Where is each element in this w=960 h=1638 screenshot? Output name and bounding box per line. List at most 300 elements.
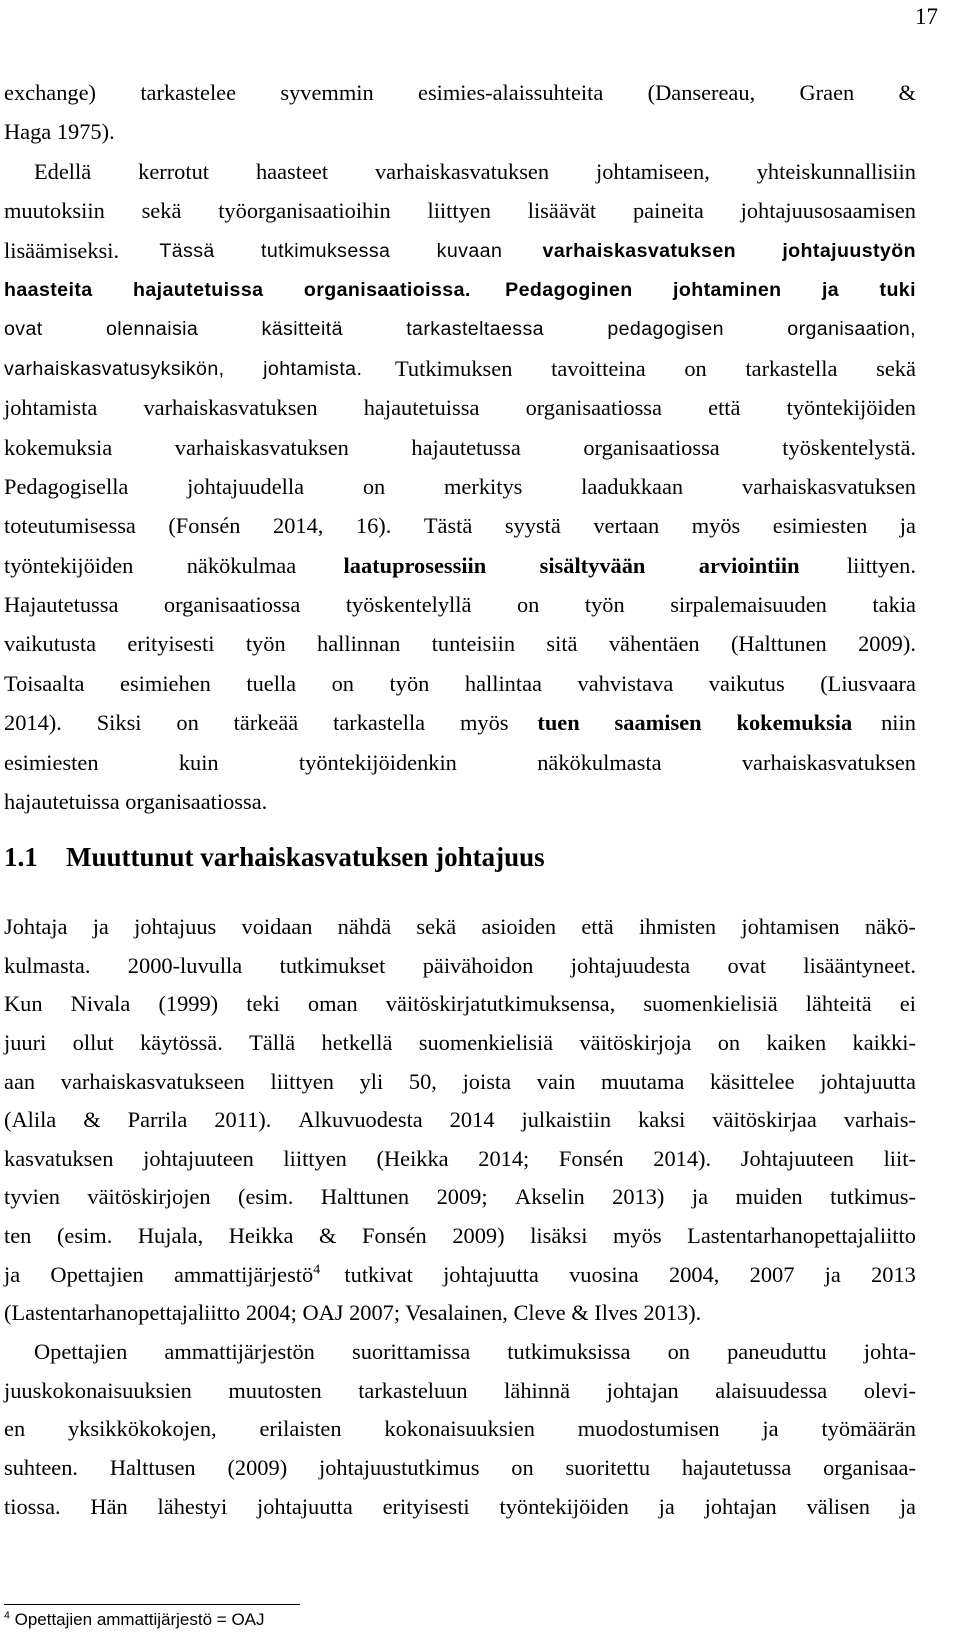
text-line xyxy=(4,1182,916,1221)
footnote-reference: 4 xyxy=(313,1262,321,1278)
word: että xyxy=(708,395,741,421)
word: ja xyxy=(899,513,916,539)
text-line xyxy=(4,951,916,990)
word: exchange) xyxy=(4,80,96,105)
word: suoritettu xyxy=(565,1454,651,1480)
word: (1999) xyxy=(158,991,219,1017)
word: tarkasteluun xyxy=(358,1377,468,1403)
word: esimiehen xyxy=(120,670,211,696)
word: lisäävät xyxy=(527,198,597,224)
text-line xyxy=(4,1337,916,1376)
word: haasteita xyxy=(4,278,93,301)
word: Opettajien xyxy=(34,1339,128,1365)
word: (Halttunen xyxy=(730,631,827,657)
word: muiden xyxy=(735,1184,803,1210)
word: (esim. xyxy=(238,1184,294,1210)
word: sirpalemaisuuden xyxy=(670,592,827,618)
word: sekä xyxy=(416,914,457,939)
word: työn xyxy=(584,592,625,618)
word: Tässä xyxy=(159,239,215,262)
word: organisaatiossa xyxy=(583,434,720,460)
text-line xyxy=(4,1298,916,1337)
word: ihmisten xyxy=(638,914,717,939)
word: näkö- xyxy=(864,914,916,939)
word: tutkivat xyxy=(344,1261,413,1287)
word: väitöskirjoja xyxy=(579,1029,692,1055)
word: saamisen xyxy=(614,710,702,736)
word: hajautetussa xyxy=(411,434,521,460)
word: muutosten xyxy=(228,1377,322,1403)
word: johtajuusosaamisen xyxy=(740,198,916,224)
word: kaksi xyxy=(638,1107,686,1133)
word: on xyxy=(362,473,386,499)
text-line xyxy=(4,669,916,708)
word: työn xyxy=(389,670,430,696)
word: muutama xyxy=(600,1068,685,1094)
word: on xyxy=(684,355,707,381)
word: (Dansereau, xyxy=(647,80,756,105)
word: vuosina xyxy=(569,1261,639,1287)
word: olennaisia xyxy=(105,318,199,341)
word: tarkasteltaessa xyxy=(406,318,544,341)
word: tarkastella xyxy=(745,355,838,381)
line-text: Haga 1975). xyxy=(4,119,115,145)
word: näkökulmasta xyxy=(537,749,662,775)
footnote-separator xyxy=(4,1604,300,1605)
word: varhaiskasvatukseen xyxy=(60,1068,245,1094)
word: tuki xyxy=(879,278,916,301)
word: Nivala xyxy=(70,991,131,1017)
word: käsitteitä xyxy=(261,318,343,341)
word: on xyxy=(176,710,199,736)
word: tarkastella xyxy=(333,710,426,736)
word: varhaiskasvatuksen xyxy=(542,239,737,262)
text-line xyxy=(4,117,916,156)
text-line xyxy=(4,157,916,196)
word: Graen xyxy=(799,80,855,105)
word: ammattijärjestön xyxy=(164,1339,315,1365)
word: 2000-luvulla xyxy=(127,952,243,978)
word: Fonsén xyxy=(362,1223,427,1249)
page-number: 17 xyxy=(915,4,938,29)
word: 2011). xyxy=(214,1107,272,1133)
word: esimiesten xyxy=(4,749,99,775)
word: takia xyxy=(872,592,916,618)
word: erityisesti xyxy=(127,631,215,657)
word: Tutkimuksen xyxy=(395,355,513,381)
word: Johtaja xyxy=(4,914,68,939)
line-text: hajautetuissa organisaatiossa. xyxy=(4,789,268,815)
word: aan xyxy=(4,1068,36,1094)
word: organisaation, xyxy=(787,318,916,341)
word: Edellä xyxy=(34,158,92,184)
word: johtajuus xyxy=(134,914,217,939)
word: syvemmin xyxy=(280,80,374,105)
word: arviointiin xyxy=(698,552,800,578)
word: näkökulmaa xyxy=(186,552,297,578)
word: on xyxy=(717,1029,741,1055)
word: käytössä. xyxy=(140,1029,223,1055)
word: tarkastelee xyxy=(140,80,237,105)
word: julkaistiin xyxy=(521,1107,612,1133)
word: tavoitteina xyxy=(551,355,646,381)
word: Hän xyxy=(90,1493,128,1519)
word: että xyxy=(581,914,614,939)
word: 2013) xyxy=(612,1184,665,1210)
word: liit- xyxy=(883,1145,916,1171)
word: merkitys xyxy=(444,473,523,499)
text-line xyxy=(4,78,916,117)
word: johtamista xyxy=(4,395,98,421)
word: johtajuudesta xyxy=(570,952,691,978)
word: tyvien xyxy=(4,1184,60,1210)
word: Heikka xyxy=(228,1223,294,1249)
text-line xyxy=(4,1105,916,1144)
word: 2009; xyxy=(436,1184,488,1210)
word: liittyen xyxy=(427,198,491,224)
word: työorganisaatioihin xyxy=(218,198,391,224)
word: lähestyi xyxy=(157,1493,228,1519)
word: 16). xyxy=(355,513,392,539)
word: Tästä xyxy=(423,513,473,539)
word: ten xyxy=(4,1223,32,1249)
word: tuella xyxy=(246,670,297,696)
word: juuskokonaisuuksien xyxy=(4,1377,192,1403)
word: varhaiskasvatuksen xyxy=(143,395,318,421)
word: lisäämiseksi. xyxy=(4,237,120,263)
footnote xyxy=(4,1608,265,1632)
word: Pedagogisella xyxy=(4,473,129,499)
word: voidaan xyxy=(241,914,313,939)
text-line xyxy=(4,393,916,432)
word: kuvaan xyxy=(436,239,503,262)
word: johtamisen xyxy=(741,914,840,939)
word: työntekijöidenkin xyxy=(298,749,457,775)
word: ei xyxy=(899,991,916,1017)
word: työntekijöiden xyxy=(4,552,134,578)
word: 2014; xyxy=(478,1145,530,1171)
word: organisaatiossa xyxy=(525,395,662,421)
word: tutkimuksissa xyxy=(507,1339,631,1365)
word: 2014). xyxy=(653,1145,712,1171)
word: organisaa- xyxy=(823,1454,916,1480)
word: sekä xyxy=(876,355,916,381)
word: yhteiskunnallisiin xyxy=(756,158,916,184)
word: kasvatuksen xyxy=(4,1145,114,1171)
word: laatuprosessiin xyxy=(343,552,487,578)
word: erilaisten xyxy=(259,1416,342,1442)
word: tuen xyxy=(537,710,580,736)
word: lisääntyneet. xyxy=(803,952,916,978)
text-line xyxy=(4,275,916,314)
word: Parrila xyxy=(127,1107,188,1133)
word: esimiesten xyxy=(772,513,868,539)
body-paragraph xyxy=(4,78,916,826)
text-line xyxy=(4,1414,916,1453)
text-line xyxy=(4,1028,916,1067)
word: toteutumisessa xyxy=(4,513,136,539)
word: 2004, xyxy=(669,1261,720,1287)
word: haasteet xyxy=(255,158,329,184)
word: myös xyxy=(459,710,509,736)
word: esimies-alaissuhteita xyxy=(418,80,604,105)
word: hajautetuissa xyxy=(363,395,480,421)
word: suhteen. xyxy=(4,1454,78,1480)
word: kokonaisuuksien xyxy=(384,1416,535,1442)
word: erityisesti xyxy=(382,1493,470,1519)
word: kaikki- xyxy=(852,1029,916,1055)
word: johtajan xyxy=(606,1377,679,1403)
word: lähteitä xyxy=(805,991,872,1017)
text-line xyxy=(4,196,916,235)
word: suomenkielisiä xyxy=(643,991,778,1017)
word: väitöskirjaa xyxy=(712,1107,817,1133)
word: ja xyxy=(658,1493,675,1519)
word: välisen xyxy=(806,1493,870,1519)
word: ammattijärjestö$^4$ xyxy=(173,1261,321,1287)
word: (Fonsén xyxy=(168,513,241,539)
footnote-marker: 4 xyxy=(4,1609,10,1622)
word: ovat xyxy=(727,952,767,978)
word: kerrotut xyxy=(138,158,210,184)
word: varhaiskasvatuksen xyxy=(741,749,916,775)
word: 2014, xyxy=(273,513,324,539)
word: ja xyxy=(762,1416,779,1442)
word: liittyen xyxy=(283,1145,347,1171)
word: kuin xyxy=(178,749,219,775)
word: Fonsén xyxy=(558,1145,624,1171)
word: & xyxy=(83,1107,101,1133)
word: liittyen. xyxy=(846,552,916,578)
text-line xyxy=(4,433,916,472)
word: kokemuksia xyxy=(4,434,113,460)
word: asioiden xyxy=(481,914,557,939)
text-line xyxy=(4,551,916,590)
word: olevi- xyxy=(863,1377,916,1403)
word: yli xyxy=(359,1068,384,1094)
word: johtajuutta xyxy=(257,1493,353,1519)
word: & xyxy=(898,80,916,105)
word: työntekijöiden xyxy=(786,395,916,421)
word: johta- xyxy=(863,1339,916,1365)
word: lähinnä xyxy=(504,1377,571,1403)
word: Kun xyxy=(4,991,43,1017)
section-body xyxy=(4,912,916,1530)
word: tärkeää xyxy=(233,710,299,736)
word: organisaatiossa xyxy=(163,592,301,618)
word: 2007 xyxy=(749,1261,795,1287)
word: Opettajien xyxy=(50,1261,144,1287)
word: joista xyxy=(462,1068,512,1094)
word: johtajuudella xyxy=(187,473,305,499)
word: lisäksi xyxy=(530,1223,588,1249)
word: tutkimuksessa xyxy=(261,239,391,262)
word: paineita xyxy=(632,198,704,224)
word: johtamista. xyxy=(263,357,363,380)
text-line xyxy=(4,472,916,511)
word: (esim. xyxy=(56,1223,113,1249)
word: liittyen xyxy=(270,1068,334,1094)
word: vähentäen xyxy=(608,631,700,657)
word: muutoksiin xyxy=(4,198,105,224)
word: työn xyxy=(245,631,286,657)
word: yksikkökokojen, xyxy=(67,1416,217,1442)
word: juuri xyxy=(4,1029,47,1055)
word: myös xyxy=(613,1223,662,1249)
word: Hajautetussa xyxy=(4,592,119,618)
text-line xyxy=(4,1492,916,1531)
word: suorittamissa xyxy=(352,1339,471,1365)
word: ja xyxy=(4,1261,21,1287)
footnote-text: Opettajien ammattijärjestö = OAJ xyxy=(14,1610,265,1629)
word: varhais- xyxy=(843,1107,916,1133)
word: työskentelystä. xyxy=(782,434,916,460)
word: vertaan xyxy=(593,513,660,539)
word: väitöskirjojen xyxy=(87,1184,211,1210)
word: kaiken xyxy=(766,1029,827,1055)
word: laadukkaan xyxy=(581,473,684,499)
word: väitöskirjatutkimuksensa, xyxy=(385,991,616,1017)
word: on xyxy=(331,670,354,696)
word: tiossa. xyxy=(4,1493,61,1519)
word: (Alila xyxy=(4,1107,57,1133)
word: & xyxy=(319,1223,337,1249)
word: ollut xyxy=(72,1029,114,1055)
word: (2009) xyxy=(227,1454,288,1480)
word: johtajuustyön xyxy=(782,239,916,262)
section-number: 1.1 xyxy=(4,842,38,872)
word: johtajuustutkimus xyxy=(318,1454,480,1480)
word: johtajan xyxy=(704,1493,777,1519)
word: johtaminen xyxy=(673,278,782,301)
word: niin xyxy=(881,710,916,736)
text-line xyxy=(4,314,916,353)
word: (Liusvaara xyxy=(820,670,916,696)
word: työskentelyllä xyxy=(345,592,472,618)
word: ja xyxy=(824,1261,841,1287)
word: Lastentarhanopettajaliitto xyxy=(687,1223,916,1249)
word: teki xyxy=(246,991,280,1017)
section-title: Muuttunut varhaiskasvatuksen johtajuus xyxy=(66,842,545,872)
word: ja xyxy=(821,278,840,301)
line-text: (Lastentarhanopettajaliitto 2004; OAJ 2007; Vesalainen, Cleve & Ilves 2013). xyxy=(4,1300,702,1326)
word: 2013 xyxy=(871,1261,916,1287)
word: hajautetuissa xyxy=(132,278,264,301)
word: varhaiskasvatuksen xyxy=(174,434,349,460)
word: johtajuuteen xyxy=(143,1145,254,1171)
text-line xyxy=(4,511,916,550)
word: varhaiskasvatuksen xyxy=(374,158,550,184)
word: ja xyxy=(899,1493,916,1519)
word: kokemuksia xyxy=(736,710,853,736)
word: alaisuudessa xyxy=(715,1377,828,1403)
word: 2009) xyxy=(452,1223,505,1249)
word: hajautetussa xyxy=(681,1454,792,1480)
word: Halttunen xyxy=(320,1184,410,1210)
word: tutkimukset xyxy=(279,952,386,978)
word: hallinnan xyxy=(317,631,401,657)
word: käsittelee xyxy=(709,1068,795,1094)
word: Johtajuuteen xyxy=(740,1145,854,1171)
word: tunteisiin xyxy=(431,631,516,657)
word: Alkuvuodesta xyxy=(298,1107,423,1133)
text-line xyxy=(4,1221,916,1260)
word: sitä xyxy=(546,631,578,657)
text-line xyxy=(4,354,916,393)
word: hallintaa xyxy=(464,670,542,696)
word: 50, xyxy=(408,1068,437,1094)
word: johtajuutta xyxy=(443,1261,539,1287)
text-line xyxy=(4,1376,916,1415)
word: en xyxy=(4,1416,26,1442)
text-line xyxy=(4,1067,916,1106)
word: muodostumisen xyxy=(577,1416,720,1442)
text-line xyxy=(4,912,916,951)
word: ja xyxy=(92,914,109,939)
word: työntekijöiden xyxy=(499,1493,629,1519)
word: (Heikka xyxy=(376,1145,449,1171)
word: syystä xyxy=(504,513,561,539)
word: vaikutusta xyxy=(4,631,97,657)
word: oman xyxy=(307,991,358,1017)
word: pedagogisen xyxy=(607,318,724,341)
word: organisaatioissa. xyxy=(303,278,471,301)
text-line xyxy=(4,1260,916,1299)
word: on xyxy=(511,1454,534,1480)
text-line xyxy=(4,989,916,1028)
word: hetkellä xyxy=(321,1029,393,1055)
word: Toisaalta xyxy=(4,670,85,696)
word: Hujala, xyxy=(137,1223,204,1249)
word: nähdä xyxy=(337,914,392,939)
text-line xyxy=(4,787,916,826)
word: myös xyxy=(691,513,741,539)
text-line xyxy=(4,236,916,275)
word: on xyxy=(516,592,540,618)
word: ja xyxy=(691,1184,709,1210)
word: 2014 xyxy=(449,1107,495,1133)
word: Tällä xyxy=(249,1029,296,1055)
text-line xyxy=(4,1453,916,1492)
word: varhaiskasvatusyksikön, xyxy=(4,357,225,380)
text-line xyxy=(4,590,916,629)
word: varhaiskasvatuksen xyxy=(741,473,916,499)
word: ovat xyxy=(4,318,43,341)
section-heading xyxy=(4,840,916,874)
text-line xyxy=(4,629,916,668)
word: paneuduttu xyxy=(727,1339,827,1365)
word: vaikutus xyxy=(708,670,785,696)
word: suomenkielisiä xyxy=(418,1029,554,1055)
word: kulmasta. xyxy=(4,952,91,978)
word: 2014). xyxy=(4,710,62,736)
word: Akselin xyxy=(515,1184,585,1210)
word: Siksi xyxy=(96,710,142,736)
text-line xyxy=(4,1144,916,1183)
text-line xyxy=(4,708,916,747)
word: on xyxy=(667,1339,690,1365)
word: sisältyvään xyxy=(539,552,646,578)
word: Pedagoginen xyxy=(505,278,633,301)
word: tutkimus- xyxy=(830,1184,916,1210)
word: sekä xyxy=(141,198,182,224)
word: vain xyxy=(536,1068,576,1094)
word: 2009). xyxy=(858,631,916,657)
word: johtajuutta xyxy=(820,1068,916,1094)
word: vahvistava xyxy=(577,670,674,696)
word: työmäärän xyxy=(821,1416,916,1442)
word: päivähoidon xyxy=(422,952,534,978)
